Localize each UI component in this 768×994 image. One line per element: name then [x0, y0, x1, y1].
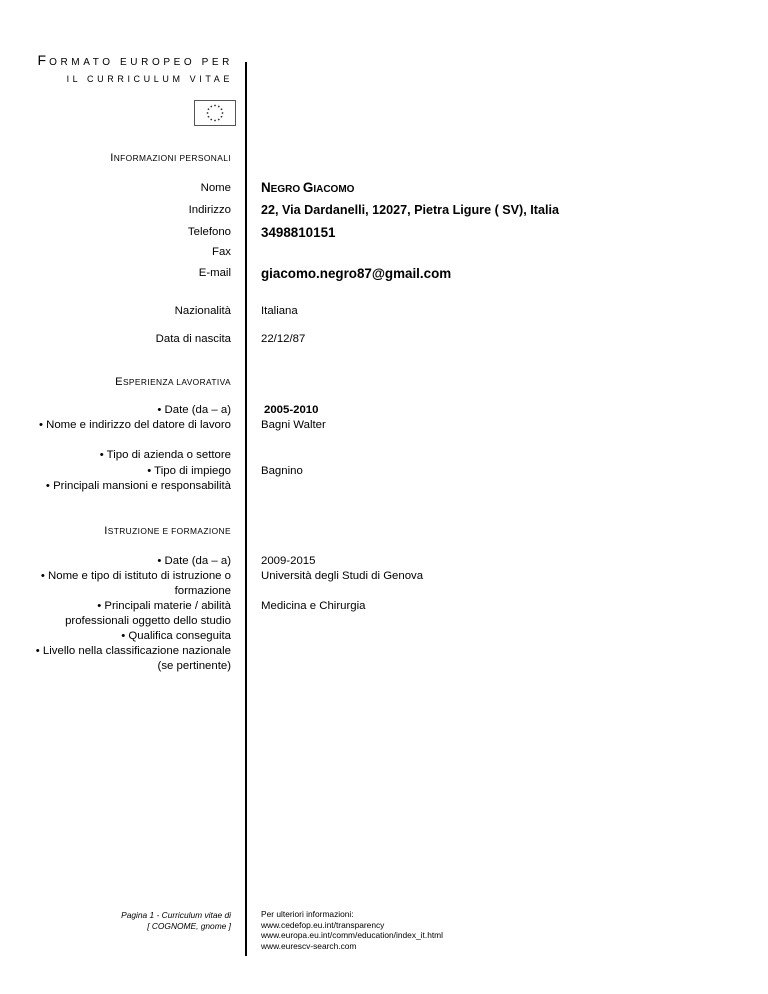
edu-date-label: • Date (da – a): [157, 555, 231, 567]
email-value: giacomo.negro87@gmail.com: [261, 266, 452, 281]
nationality-label: Nazionalità: [174, 305, 231, 317]
work-job-type-label: • Tipo di impiego: [147, 465, 231, 477]
birth-date-label: Data di nascita: [155, 333, 231, 345]
phone-label: Telefono: [187, 226, 231, 238]
footer-page-line-2: [ COGNOME, gnome ]: [147, 921, 231, 931]
column-divider: [245, 62, 247, 956]
edu-level-label: • Livello nella classificazione nazionale (se pertinente): [35, 645, 231, 672]
work-sector-label: • Tipo di azienda o settore: [99, 449, 231, 461]
work-duties-label: • Principali mansioni e responsabilità: [45, 480, 231, 492]
section-education: ISTRUZIONE E FORMAZIONE: [104, 525, 231, 537]
address-value: 22, Via Dardanelli, 12027, Pietra Ligure ( SV), Italia: [261, 203, 559, 217]
section-work-experience: ESPERIENZA LAVORATIVA: [115, 376, 231, 388]
footer-link-cedefop[interactable]: www.cedefop.eu.int/transparency: [261, 919, 385, 930]
footer-link-europa[interactable]: www.europa.eu.int/comm/education/index_it.html: [261, 930, 444, 940]
header-line-2: IL CURRICULUM VITAE: [66, 74, 233, 84]
footer-links: [261, 909, 443, 951]
name-value: NEGRO GIACOMO: [261, 180, 355, 195]
name-label: Nome: [200, 182, 231, 194]
edu-institute-label: • Nome e tipo di istituto di istruzione o formazione: [40, 570, 231, 597]
footer-page-info: [121, 910, 231, 932]
work-date-label: • Date (da – a): [157, 404, 231, 416]
eu-flag-icon: [194, 100, 236, 126]
work-job-type-value: Bagnino: [261, 465, 303, 477]
work-employer-value: Bagni Walter: [261, 419, 326, 431]
section-personal-info: INFORMAZIONI PERSONALI: [110, 152, 231, 164]
footer-link-eurescv[interactable]: www.eurescv-search.com: [261, 940, 357, 951]
address-label: Indirizzo: [188, 204, 231, 216]
edu-date-value: 2009-2015: [261, 555, 316, 567]
edu-subjects-value: Medicina e Chirurgia: [261, 600, 366, 612]
footer-info-heading: Per ulteriori informazioni:: [261, 909, 354, 919]
phone-value: 3498810151: [261, 225, 336, 240]
header-line-1: FORMATO EUROPEO PER: [37, 52, 233, 68]
birth-date-value: 22/12/87: [261, 333, 306, 345]
nationality-value: Italiana: [261, 305, 298, 317]
edu-institute-value: Università degli Studi di Genova: [261, 570, 424, 582]
work-employer-label: • Nome e indirizzo del datore di lavoro: [38, 419, 231, 431]
fax-label: Fax: [212, 246, 231, 258]
email-label: E-mail: [198, 267, 231, 279]
work-date-value: 2005-2010: [264, 404, 319, 416]
edu-qualification-label: • Qualifica conseguita: [121, 630, 231, 642]
edu-subjects-label: • Principali materie / abilità professionali oggetto dello studio: [65, 600, 231, 627]
footer-page-line-1: Pagina 1 - Curriculum vitae di: [121, 910, 231, 920]
